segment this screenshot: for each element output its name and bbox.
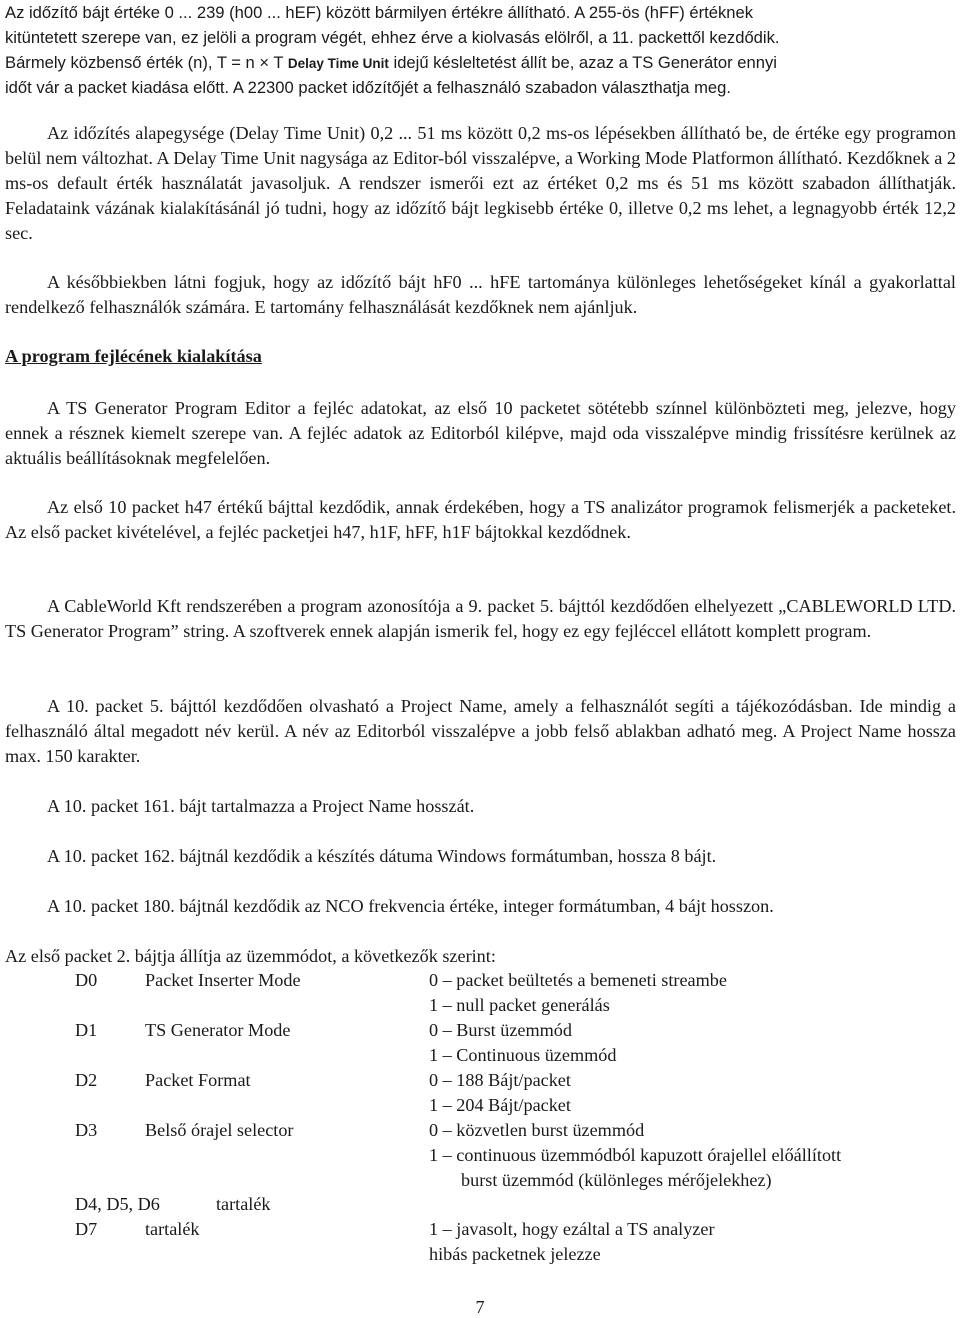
mode-option-0: 0 – packet beültetés a bemeneti streambe (429, 970, 727, 990)
delay-time-unit-term: Delay Time Unit (287, 56, 389, 71)
mode-bit: D1 (75, 1020, 98, 1040)
mode-option-1-continued: burst üzemmód (különleges mérőjelekhez) (461, 1170, 772, 1190)
mode-bit: D3 (75, 1120, 98, 1140)
header-paragraph-3: A CableWorld Kft rendszerében a program azonosítója a 9. packet 5. bájttól kezdődően elhelyezett „CABLEWORLD LTD. TS Generator Program” string. A szoftverek ennek alapján ismerik fel, hogy ez egy fejléccel ellátott komplett program. (5, 596, 956, 641)
mode-option-1: 1 – javasolt, hogy ezáltal a TS analyzer (429, 1219, 715, 1239)
mode-name: tartalék (216, 1194, 271, 1214)
header-paragraph-5: A 10. packet 161. bájt tartalmazza a Project Name hosszát. (47, 796, 475, 816)
header-paragraph-4: A 10. packet 5. bájttól kezdődően olvasható a Project Name, amely a felhasználót segíti a tájékozódásban. Ide mindig a felhasználó által megadott név kerül. A név az Editorból visszalépve a jobb felső ablakban adható meg. A Project Name hossza max. 150 karakter. (5, 696, 956, 766)
intro-line-3-start: Bármely közbenső érték (n), T = n × T (5, 53, 288, 72)
mode-option-1: 1 – continuous üzemmódból kapuzott órajellel előállított (429, 1145, 842, 1165)
mode-option-1-continued: hibás packetnek jelezze (429, 1244, 601, 1264)
header-paragraph-7: A 10. packet 180. bájtnál kezdődik az NCO frekvencia értéke, integer formátumban, 4 bájt hosszon. (47, 896, 774, 916)
mode-bit: D2 (75, 1070, 98, 1090)
mode-name: Packet Format (145, 1070, 251, 1090)
mode-option-1: 1 – 204 Bájt/packet (429, 1095, 571, 1115)
mode-option-0: 0 – 188 Bájt/packet (429, 1070, 571, 1090)
header-paragraph-2: Az első 10 packet h47 értékű bájttal kezdődik, annak érdekében, hogy a TS analizátor programok felismerjék a packeteket. Az első packet kivételével, a fejléc packetjei h47, h1F, hFF, h1F bájtokkal kezdődnek. (5, 497, 956, 542)
mode-intro: Az első packet 2. bájtja állítja az üzemmódot, a következők szerint: (5, 946, 496, 966)
header-paragraph-6: A 10. packet 162. bájtnál kezdődik a készítés dátuma Windows formátumban, hossza 8 bájt. (47, 846, 717, 866)
mode-name: Packet Inserter Mode (145, 970, 301, 990)
mode-bit: D7 (75, 1219, 98, 1239)
page-number: 7 (475, 1297, 485, 1317)
intro-line-4: időt vár a packet kiadása előtt. A 22300 packet időzítőjét a felhasználó szabadon választhatja meg. (5, 78, 731, 97)
section-heading: A program fejlécének kialakítása (5, 346, 262, 366)
mode-option-0: 0 – közvetlen burst üzemmód (429, 1120, 645, 1140)
mode-option-1: 1 – Continuous üzemmód (429, 1045, 617, 1065)
header-paragraph-1: A TS Generator Program Editor a fejléc adatokat, az első 10 packetet sötétebb színnel különbözteti meg, jelezve, hogy ennek a résznek kiemelt szerepe van. A fejléc adatok az Editorból kilépve, majd oda visszalépve mindig frissítésre kerülnek az aktuális beállításoknak megfelelően. (5, 398, 956, 468)
intro-line-3-end: idejű késleltetést állít be, azaz a TS Generátor ennyi (388, 53, 777, 72)
hf0-paragraph: A későbbiekben látni fogjuk, hogy az időzítő bájt hF0 ... hFE tartománya különleges lehetőségeket kínál a gyakorlattal rendelkező felhasználók számára. E tartomány felhasználását kezdőknek nem ajánljuk. (5, 272, 956, 317)
intro-line-3 (5, 50, 956, 76)
delay-unit-paragraph: Az időzítés alapegysége (Delay Time Unit) 0,2 ... 51 ms között 0,2 ms-os lépésekben állítható be, de értéke egy programon belül nem változhat. A Delay Time Unit nagysága az Editor-ból visszalépve, a Working Mode Platformon állítható. Kezdőknek a 2 ms-os default érték használatát javasoljuk. A rendszer ismerői ezt az értéket 0,2 ms és 51 ms között szabadon állíthatják. Feladataink vázának kialakításánál jó tudni, hogy az időzítő bájt legkisebb értéke 0, illetve 0,2 ms lehet, a legnagyobb érték 12,2 sec. (5, 123, 956, 243)
mode-name: tartalék (145, 1219, 200, 1239)
mode-option-0: 0 – Burst üzemmód (429, 1020, 572, 1040)
intro-line-1: Az időzítő bájt értéke 0 ... 239 (h00 ... hEF) között bármilyen értékre állítható. A 255-ös (hFF) értéknek (5, 3, 753, 22)
mode-name: TS Generator Mode (145, 1020, 291, 1040)
mode-bit: D0 (75, 970, 98, 990)
mode-option-1: 1 – null packet generálás (429, 995, 610, 1015)
intro-line-2: kitüntetett szerepe van, ez jelöli a program végét, ehhez érve a kiolvasás elölről, a 11. packettől kezdődik. (5, 28, 780, 47)
mode-name: Belső órajel selector (145, 1120, 294, 1140)
mode-bit: D4, D5, D6 (75, 1194, 160, 1214)
